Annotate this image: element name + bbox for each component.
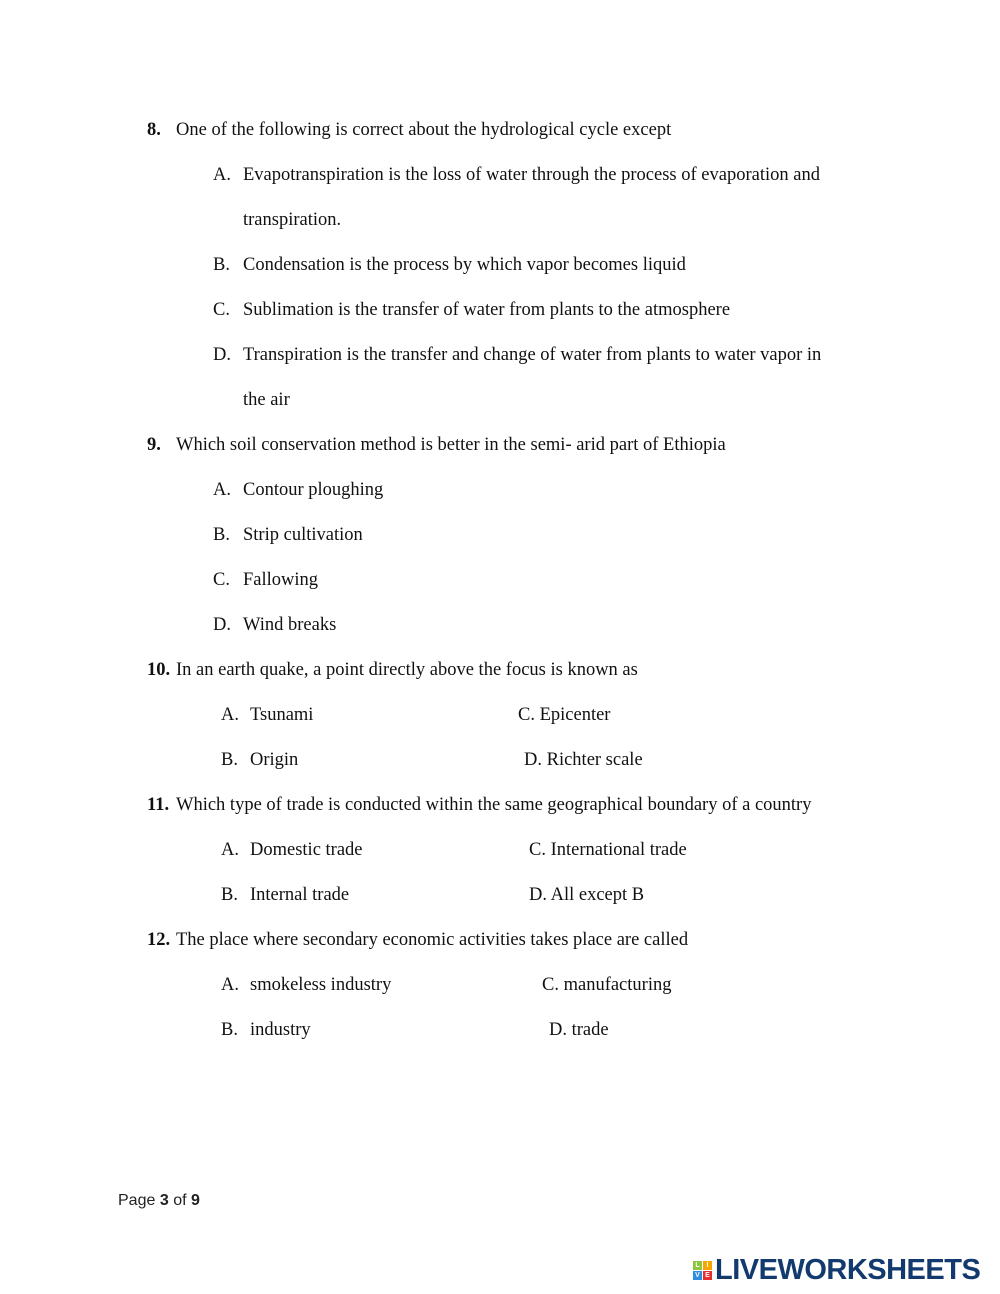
logo-tile: V [693, 1271, 702, 1280]
option-letter: D. [213, 345, 231, 365]
logo-tile: I [703, 1261, 712, 1270]
option-text: smokeless industry [250, 975, 392, 995]
question-number: 9. [147, 435, 161, 455]
option-text: Condensation is the process by which vapor becomes liquid [243, 255, 686, 275]
page-number [118, 1192, 200, 1210]
option-text: Evapotranspiration is the loss of water through the process of evaporation and [243, 165, 820, 185]
logo-tile: E [703, 1271, 712, 1280]
option-letter: D. [213, 615, 231, 635]
page-label: Page [118, 1192, 156, 1209]
option-text: the air [243, 390, 290, 410]
option-text: Strip cultivation [243, 525, 363, 545]
current-page: 3 [159, 1192, 169, 1209]
total-pages: 9 [190, 1192, 200, 1209]
option-letter: A. [213, 480, 231, 500]
option-text: transpiration. [243, 210, 342, 230]
option-letter: B. [221, 750, 238, 770]
question-number: 12. [147, 930, 171, 950]
question-number: 10. [147, 660, 171, 680]
option-text: industry [250, 1020, 311, 1040]
option-text: C. Epicenter [518, 705, 611, 725]
option-text: D. All except B [529, 885, 645, 905]
option-letter: A. [213, 165, 231, 185]
question-number: 8. [147, 120, 161, 140]
question-text: Which type of trade is conducted within the same geographical boundary of a country [176, 795, 812, 815]
option-text: Contour ploughing [243, 480, 384, 500]
option-text: Tsunami [250, 705, 314, 725]
option-text: Fallowing [243, 570, 319, 590]
option-letter: B. [213, 525, 230, 545]
option-letter: B. [213, 255, 230, 275]
option-text: Internal trade [250, 885, 350, 905]
option-letter: C. [213, 300, 230, 320]
option-text: Wind breaks [243, 615, 337, 635]
option-text: Sublimation is the transfer of water from plants to the atmosphere [243, 300, 731, 320]
option-text: C. manufacturing [542, 975, 672, 995]
logo-text: LIVEWORKSHEETS [715, 1254, 981, 1286]
option-letter: A. [221, 840, 239, 860]
option-text: Transpiration is the transfer and change of water from plants to water vapor in [243, 345, 822, 365]
option-letter: C. [213, 570, 230, 590]
logo-tiles-icon [693, 1261, 712, 1280]
question-text: Which soil conservation method is better in the semi- arid part of Ethiopia [176, 435, 726, 455]
option-text: C. International trade [529, 840, 687, 860]
question-text: The place where secondary economic activities takes place are called [176, 930, 689, 950]
question-text: In an earth quake, a point directly above the focus is known as [176, 660, 638, 680]
option-letter: A. [221, 705, 239, 725]
option-letter: A. [221, 975, 239, 995]
question-number: 11. [147, 795, 170, 815]
option-letter: B. [221, 1020, 238, 1040]
option-text: D. Richter scale [524, 750, 643, 770]
option-text: Origin [250, 750, 299, 770]
question-text: One of the following is correct about the hydrological cycle except [176, 120, 672, 140]
option-letter: B. [221, 885, 238, 905]
liveworksheets-logo [693, 1254, 980, 1287]
of-label: of [173, 1192, 187, 1209]
logo-tile: L [693, 1261, 702, 1270]
option-text: Domestic trade [250, 840, 363, 860]
option-text: D. trade [549, 1020, 609, 1040]
